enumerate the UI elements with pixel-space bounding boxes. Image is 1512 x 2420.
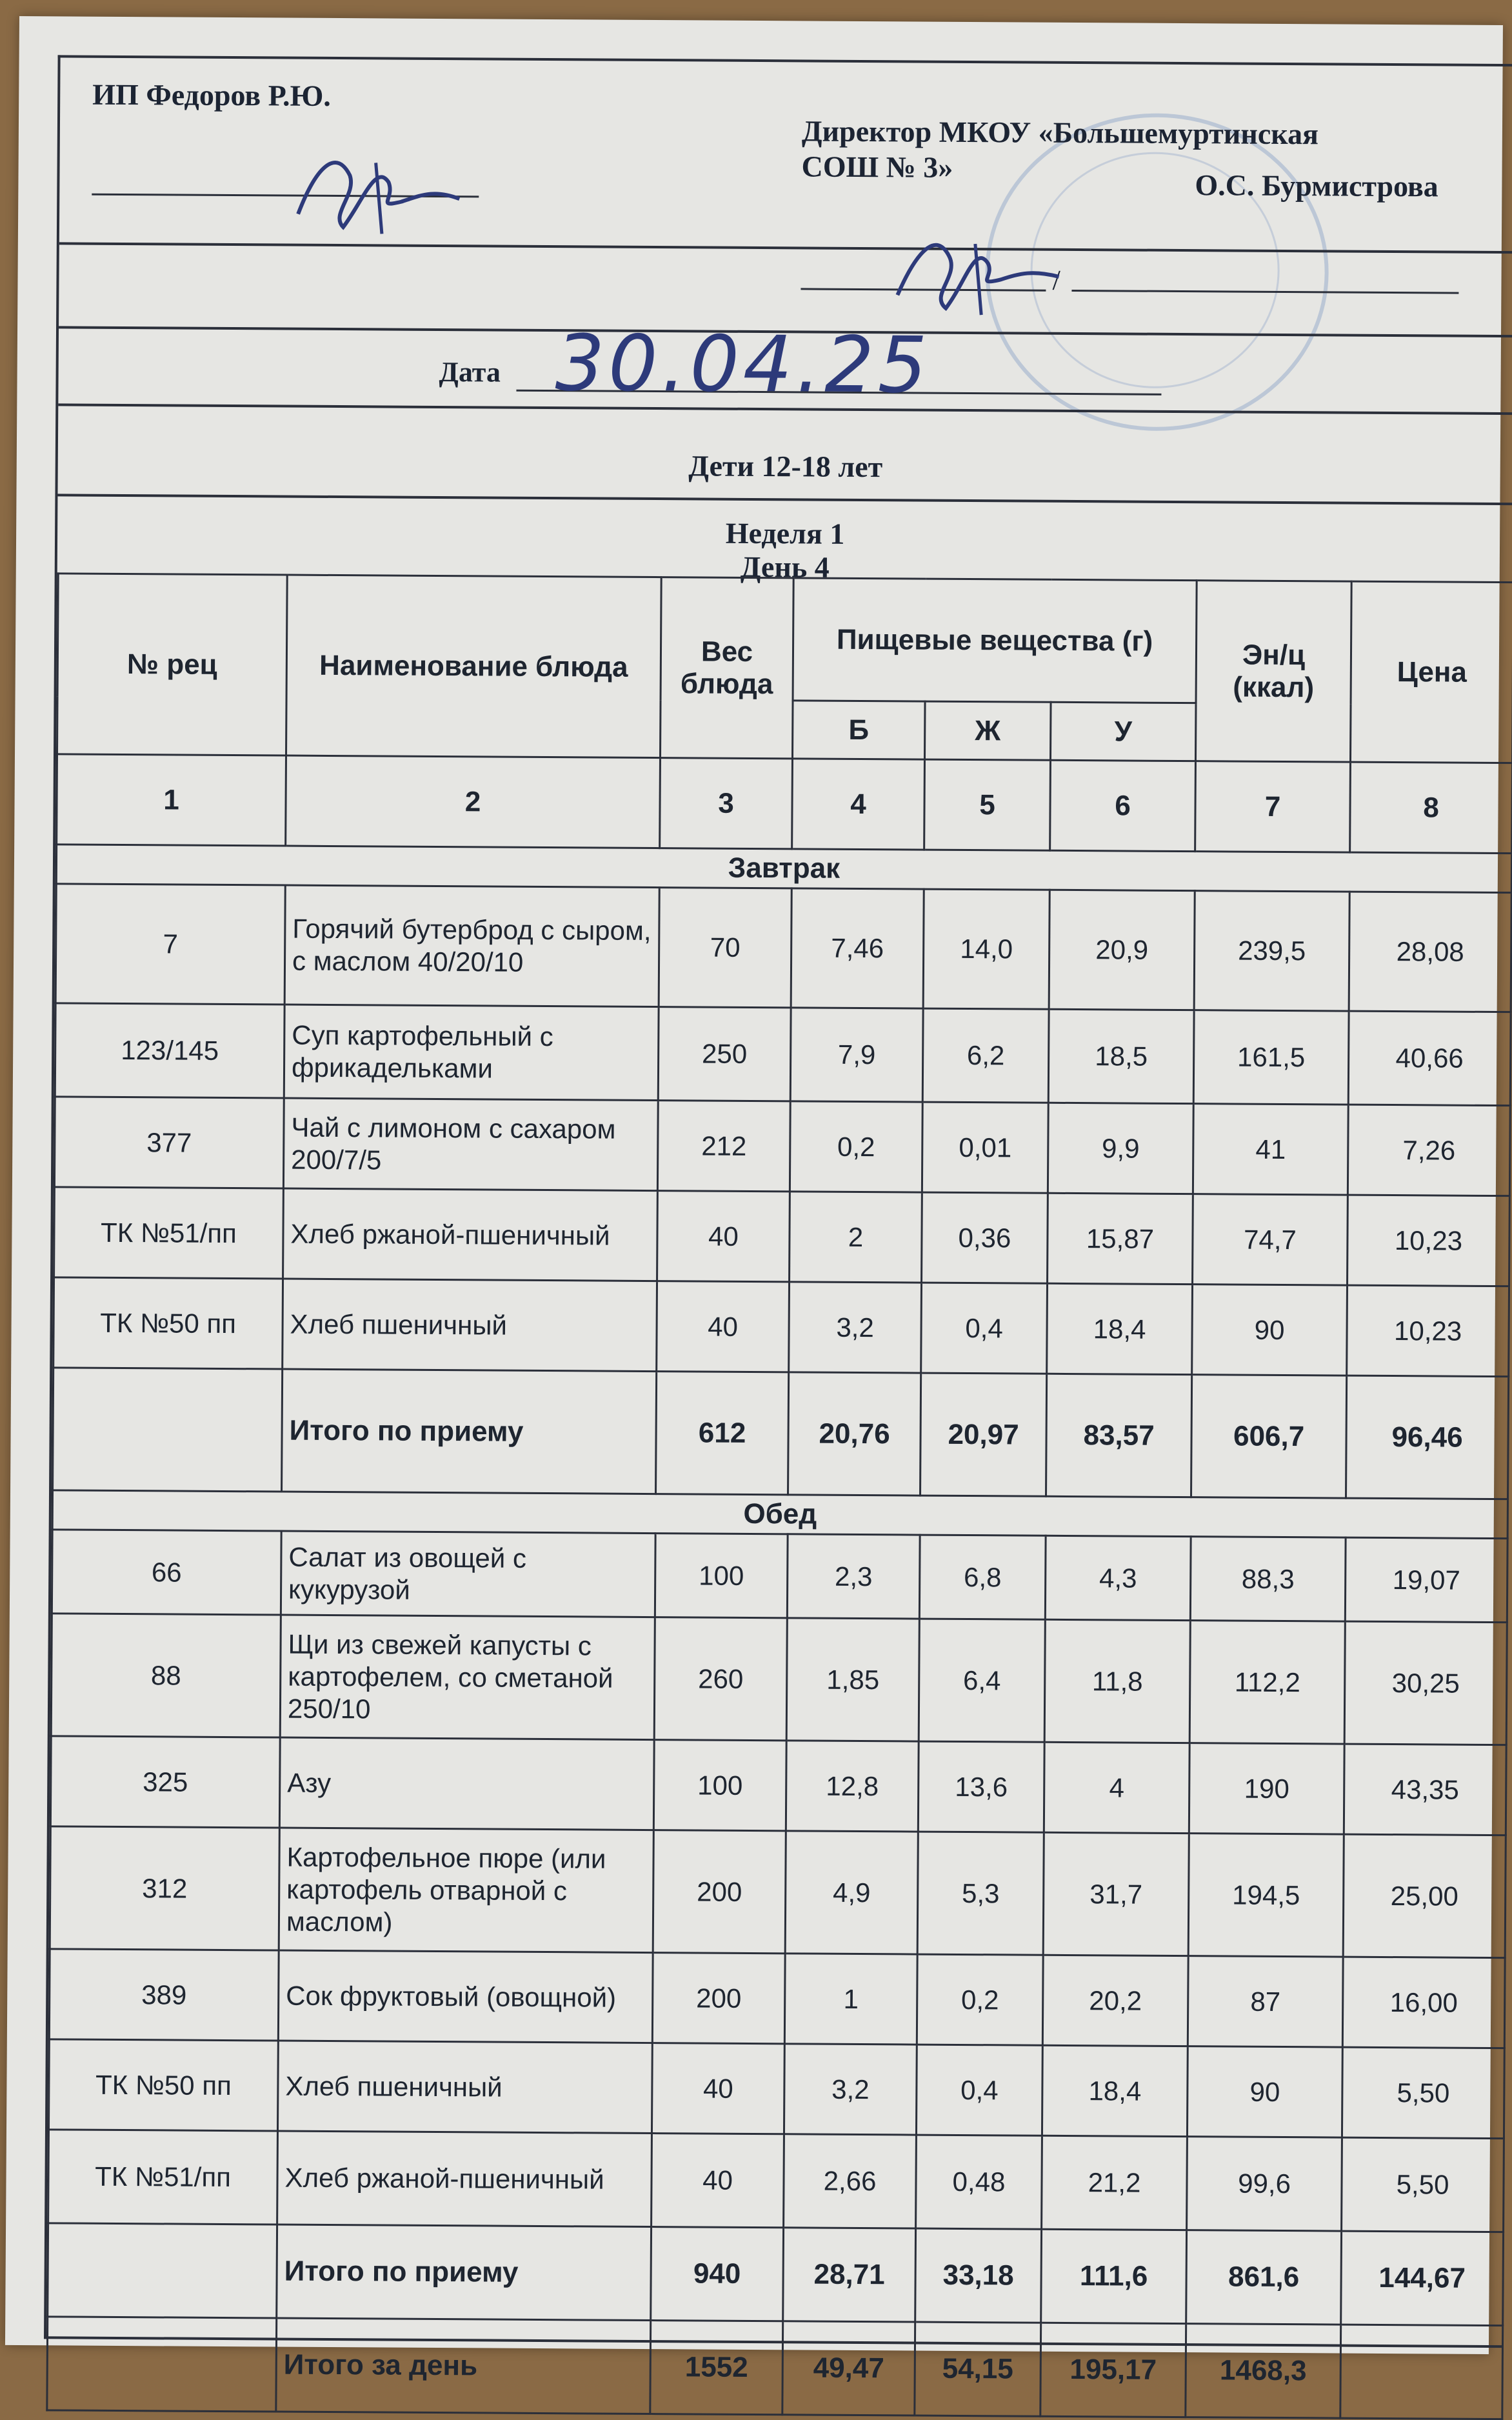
cell-price: 28,08 (1349, 892, 1511, 1012)
cell-weight: 100 (655, 1534, 788, 1618)
cell-rec: 377 (54, 1097, 284, 1188)
right-title-line1: Директор МКОУ «Большемуртинская (801, 114, 1319, 151)
cell-rec: 7 (55, 884, 285, 1005)
cell-u: 4 (1044, 1742, 1189, 1833)
day-total-zh: 54,15 (915, 2322, 1041, 2416)
cell-b: 7,9 (790, 1008, 923, 1102)
cell-zh: 6,8 (919, 1535, 1046, 1619)
cell-zh: 5,3 (917, 1832, 1044, 1955)
col-number: 4 (792, 759, 925, 850)
cell-u: 18,4 (1042, 2045, 1188, 2136)
week-day-row (57, 496, 1512, 584)
cell-name: Щи из свежей капусты с картофелем, со сметаной 250/10 (280, 1615, 655, 1740)
day-total-row (47, 2317, 1503, 2419)
cell-energy: 90 (1192, 1285, 1348, 1375)
cell-energy: 239,5 (1194, 891, 1349, 1011)
cell-energy: 90 (1187, 2046, 1342, 2137)
total-label: Итого по приему (282, 1369, 657, 1494)
cell-rec: 88 (51, 1614, 281, 1737)
cell-rec: ТК №51/пп (48, 2130, 278, 2225)
total-zh: 33,18 (915, 2228, 1042, 2323)
cell-energy: 112,2 (1189, 1621, 1345, 1744)
cell-price: 5,50 (1342, 2137, 1504, 2232)
cell-price: 43,35 (1344, 1744, 1506, 1835)
total-u: 83,57 (1046, 1374, 1192, 1497)
cell-zh: 13,6 (918, 1741, 1044, 1832)
cell-u: 15,87 (1048, 1193, 1193, 1284)
cell-price: 19,07 (1345, 1537, 1507, 1623)
cell-energy: 194,5 (1188, 1834, 1344, 1957)
cell-zh: 0,2 (917, 1954, 1043, 2045)
cell-u: 21,2 (1042, 2135, 1188, 2230)
cell-u: 31,7 (1043, 1832, 1189, 1955)
right-name: О.С. Бурмистрова (1195, 168, 1438, 203)
cell-weight: 200 (652, 1953, 785, 2044)
day-total-energy: 1468,3 (1186, 2324, 1341, 2418)
cell-name: Хлеб ржаной-пшеничный (283, 1188, 658, 1281)
cell-b: 3,2 (784, 2044, 917, 2135)
cell-rec: ТК №50 пп (54, 1277, 283, 1369)
menu-frame (44, 55, 1512, 2387)
cell-weight: 100 (653, 1740, 786, 1831)
cell-b: 1,85 (786, 1618, 919, 1741)
cell-name: Сок фруктовый (овощной) (278, 1950, 653, 2043)
cell-b: 12,8 (786, 1741, 919, 1832)
cell-b: 2 (790, 1192, 922, 1283)
table-row (54, 1277, 1509, 1377)
cell-zh: 0,48 (916, 2135, 1042, 2229)
col-number: 7 (1195, 761, 1351, 852)
cell-weight: 40 (657, 1191, 790, 1282)
cell-rec: 66 (52, 1530, 281, 1615)
cell-name: Чай с лимоном с сахаром 200/7/5 (283, 1098, 658, 1191)
group-row (57, 406, 1512, 505)
cell-weight: 260 (654, 1617, 787, 1741)
cell-weight: 40 (652, 2134, 784, 2228)
cell-energy: 74,7 (1193, 1194, 1348, 1285)
cell-energy: 99,6 (1187, 2137, 1342, 2231)
cell-name: Суп картофельный с фрикадельками (284, 1005, 659, 1101)
col-number: 5 (924, 759, 1051, 850)
col-price-header: Цена (1351, 581, 1512, 763)
left-signature (279, 136, 473, 241)
cell-u: 11,8 (1044, 1619, 1190, 1743)
col-number: 1 (57, 754, 286, 846)
cell-u: 20,9 (1049, 890, 1195, 1010)
day-label: День 4 (740, 550, 830, 584)
cell-energy: 88,3 (1190, 1537, 1346, 1621)
col-name-header: Наименование блюда (286, 575, 662, 758)
cell-b: 2,66 (784, 2134, 917, 2228)
cell-rec: 123/145 (55, 1003, 284, 1098)
breakfast-total-row (53, 1368, 1509, 1499)
date-label: Дата (439, 355, 501, 388)
cell-rec: ТК №51/пп (54, 1187, 284, 1279)
cell-price: 7,26 (1348, 1105, 1510, 1196)
table-row (50, 1736, 1506, 1835)
cell-rec: 325 (50, 1736, 280, 1828)
cell-u: 18,5 (1048, 1009, 1194, 1103)
breakfast-rows (54, 884, 1512, 1377)
table-row (50, 1826, 1506, 1958)
cell-name: Хлеб ржаной-пшеничный (277, 2131, 652, 2227)
lunch-title: Обед (52, 1490, 1507, 1539)
cell-price: 5,50 (1342, 2047, 1504, 2139)
menu-table (46, 572, 1512, 2420)
cell-zh: 6,4 (919, 1619, 1045, 1742)
col-number: 2 (286, 755, 661, 848)
cell-price: 10,23 (1348, 1195, 1510, 1286)
day-total-price (1340, 2325, 1503, 2419)
cell-price: 40,66 (1348, 1011, 1511, 1106)
col-number: 6 (1050, 760, 1196, 851)
table-row (48, 2039, 1504, 2139)
total-weight: 612 (656, 1372, 789, 1495)
cell-zh: 0,36 (922, 1192, 1048, 1283)
breakfast-title: Завтрак (56, 845, 1511, 893)
cell-price: 16,00 (1342, 1957, 1505, 2048)
cell-rec: ТК №50 пп (48, 2039, 278, 2131)
day-total-weight: 1552 (650, 2321, 783, 2415)
col-energy-header: Эн/ц (ккал) (1196, 581, 1352, 762)
cell-energy: 87 (1188, 1956, 1343, 2047)
cell-name: Азу (279, 1737, 654, 1830)
table-row (55, 884, 1511, 1012)
cell-u: 20,2 (1042, 1955, 1188, 2046)
cell-energy: 190 (1189, 1743, 1344, 1834)
group-label: Дети 12-18 лет (688, 449, 883, 484)
table-row (55, 1003, 1511, 1106)
right-signature (884, 211, 1066, 322)
total-price: 96,46 (1346, 1375, 1509, 1499)
cell-u: 18,4 (1047, 1283, 1193, 1374)
cell-weight: 200 (653, 1830, 786, 1954)
cell-price: 30,25 (1344, 1621, 1507, 1745)
cell-name: Хлеб пшеничный (283, 1279, 657, 1372)
total-label: Итого по приему (277, 2225, 652, 2321)
cell-b: 2,3 (787, 1534, 920, 1619)
cell-price: 10,23 (1347, 1285, 1509, 1377)
date-row (58, 319, 1512, 415)
cell-b: 0,2 (790, 1101, 922, 1192)
col-b-header: Б (792, 701, 925, 759)
cell-u: 9,9 (1048, 1103, 1193, 1194)
col-number: 8 (1350, 762, 1512, 854)
cell-weight: 40 (657, 1281, 790, 1372)
right-name-line (1071, 290, 1458, 294)
cell-name: Салат из овощей с кукурузой (281, 1531, 655, 1617)
total-weight: 940 (651, 2227, 784, 2321)
day-total-u: 195,17 (1040, 2323, 1186, 2417)
cell-zh: 6,2 (922, 1008, 1049, 1103)
column-numbers-row (57, 754, 1512, 854)
cell-name: Картофельное пюре (или картофель отварной с маслом) (279, 1828, 653, 1953)
cell-weight: 212 (657, 1101, 790, 1192)
col-weight-header: Вес блюда (660, 577, 793, 759)
cell-b: 7,46 (791, 888, 924, 1008)
cell-zh: 14,0 (923, 889, 1049, 1009)
cell-b: 3,2 (789, 1282, 922, 1373)
left-org: ИП Федоров Р.Ю. (92, 77, 331, 112)
cell-zh: 0,4 (921, 1283, 1048, 1374)
total-b: 28,71 (783, 2228, 916, 2322)
table-row (51, 1614, 1507, 1745)
cell-b: 4,9 (785, 1831, 918, 1954)
col-number: 3 (660, 758, 793, 849)
total-energy: 861,6 (1186, 2230, 1342, 2325)
total-u: 111,6 (1041, 2229, 1187, 2323)
cell-weight: 40 (652, 2043, 784, 2134)
header-row-1 (57, 574, 1512, 705)
lunch-total-row (48, 2223, 1504, 2326)
cell-name: Хлеб пшеничный (277, 2041, 652, 2134)
cell-b: 1 (784, 1954, 917, 2045)
cell-zh: 0,4 (916, 2045, 1042, 2135)
table-row (54, 1097, 1510, 1196)
table-row (48, 2130, 1504, 2232)
col-u-header: У (1050, 702, 1196, 761)
table-row (49, 1949, 1505, 2048)
date-value: 30.04.25 (555, 319, 931, 411)
cell-weight: 70 (659, 888, 791, 1008)
total-b: 20,76 (788, 1372, 921, 1495)
cell-weight: 250 (658, 1007, 791, 1101)
right-title-line2: СОШ № 3» (801, 150, 953, 184)
menu-sheet (5, 16, 1503, 2387)
cell-rec: 312 (50, 1826, 279, 1950)
total-price: 144,67 (1341, 2231, 1504, 2326)
total-zh: 20,97 (920, 1373, 1047, 1496)
day-total-b: 49,47 (782, 2321, 915, 2415)
cell-u: 4,3 (1045, 1535, 1191, 1620)
col-zh-header: Ж (924, 701, 1051, 760)
week-label: Неделя 1 (725, 516, 845, 550)
day-total-label: Итого за день (276, 2318, 651, 2414)
table-row (52, 1530, 1507, 1623)
cell-zh: 0,01 (922, 1102, 1048, 1193)
lunch-rows (48, 1530, 1508, 2232)
col-rec-header: № рец (57, 574, 288, 755)
table-row (54, 1187, 1510, 1286)
cell-name: Горячий бутерброд с сыром, с маслом 40/20/10 (284, 885, 659, 1007)
total-energy: 606,7 (1191, 1375, 1347, 1498)
signature-row: / (59, 245, 1512, 337)
cell-rec: 389 (49, 1949, 279, 2041)
cell-energy: 41 (1193, 1104, 1348, 1195)
approval-header (59, 57, 1512, 254)
col-nutrients-header: Пищевые вещества (г) (793, 578, 1197, 703)
cell-price: 25,00 (1343, 1834, 1506, 1958)
cell-energy: 161,5 (1193, 1010, 1349, 1105)
